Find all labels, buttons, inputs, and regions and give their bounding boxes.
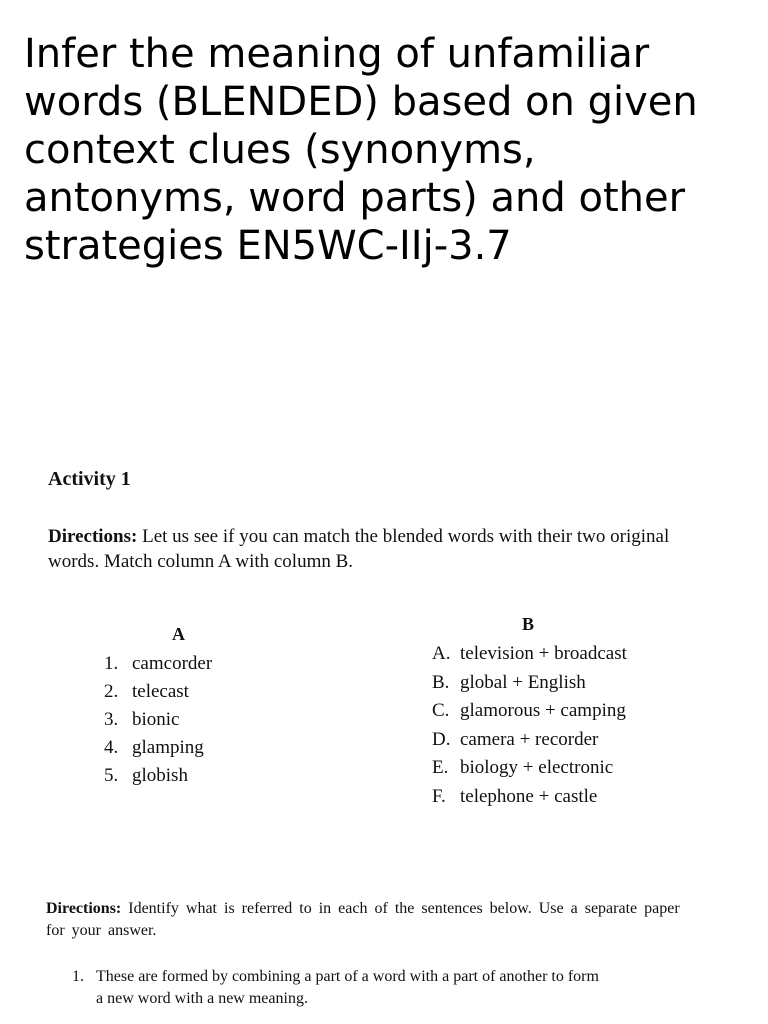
item-marker: E. [432,757,449,778]
item-marker: 3. [104,709,119,730]
item-text: globish [132,765,188,786]
item-text: telecast [132,681,189,702]
item-text: glamping [132,737,204,758]
item-marker: 4. [104,737,119,758]
section2-directions [46,898,686,942]
directions-label: Directions: [46,900,122,917]
question-line-1: These are formed by combining a part of a word with a part of another to form [96,968,599,985]
column-a-item [104,762,212,790]
item-marker: D. [432,728,451,750]
item-marker: 1. [104,653,119,674]
column-b-item [432,669,627,698]
directions-label: Directions: [48,526,138,547]
item-marker: 5. [104,765,119,786]
item-text: bionic [132,709,180,730]
column-a-list [104,650,212,790]
column-b-list [432,640,627,811]
item-text: television + broadcast [460,643,627,664]
activity-heading: Activity 1 [48,468,131,490]
item-marker: B. [432,671,450,693]
item-marker: A. [432,643,451,664]
item-text: biology + electronic [460,757,614,778]
item-marker: 2. [104,681,119,702]
column-b-item [432,640,627,669]
item-text: telephone + castle [460,785,598,807]
column-b-item [432,754,627,783]
question-item [72,966,692,1010]
column-a-item [104,678,212,706]
directions-text: Let us see if you can match the blended words with their two original words. Match column A with column B. [48,526,670,572]
item-text: glamorous + camping [460,700,626,721]
column-b-item [432,697,627,726]
column-b-header: B [522,614,535,634]
item-marker: C. [432,700,450,721]
column-a-item [104,706,212,734]
column-a-item [104,650,212,678]
item-text: camera + recorder [460,728,599,750]
item-text: global + English [460,671,586,693]
page-title: Infer the meaning of unfamiliar words (BLENDED) based on given context clues (synonyms, antonyms, word parts) and other strategies EN5WC-IIj-3.7 [24,31,698,269]
question-line-2: a new word with a new meaning. [96,990,308,1007]
activity-directions [48,524,688,574]
column-a-item [104,734,212,762]
item-text: camcorder [132,653,213,674]
column-b-item [432,783,627,812]
item-marker: F. [432,785,446,807]
column-b-item [432,726,627,755]
directions-text: Identify what is referred to in each of the sentences below. Use a separate paper for your answer. [46,900,680,939]
question-number: 1. [72,968,84,985]
column-a-header: A [172,624,185,644]
